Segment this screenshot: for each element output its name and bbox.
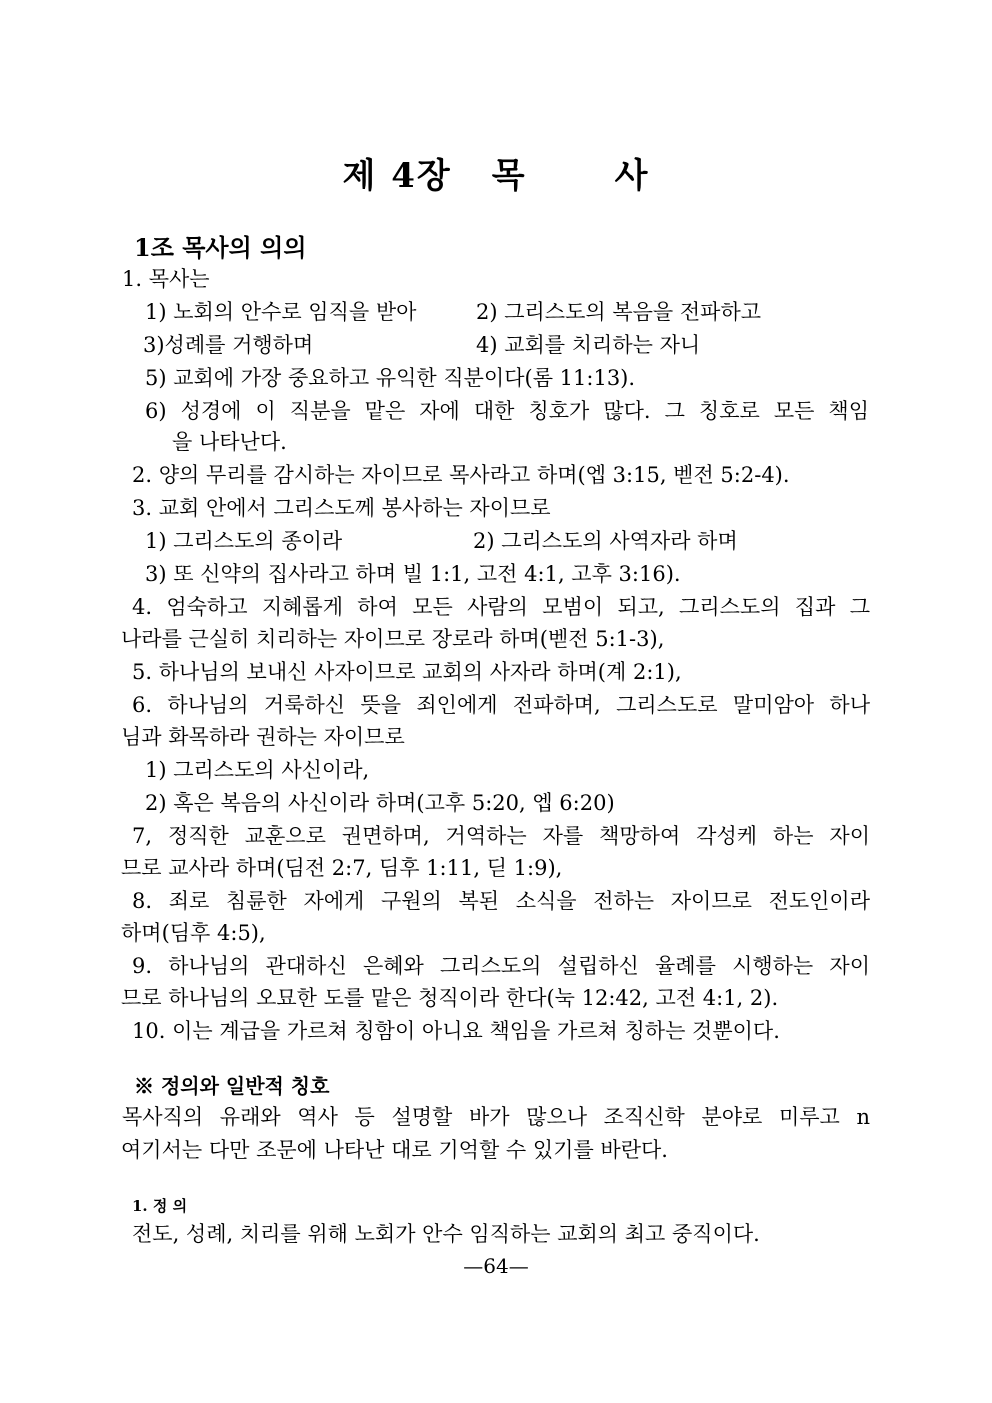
paragraph-line: 2. 양의 무리를 감시하는 자이므로 목사라고 하며(엡 3:15, 벧전 5:2-4). bbox=[132, 463, 790, 487]
paragraph-line: 므로 하나님의 오묘한 도를 맡은 청직이라 한다(눅 12:42, 고전 4:1, 2). bbox=[121, 986, 779, 1010]
paragraph-line: 8. 죄로 침륜한 자에게 구원의 복된 소식을 전하는 자이므로 전도인이라 bbox=[132, 889, 870, 913]
chapter-title bbox=[0, 148, 992, 197]
note-paragraph-line: 여기서는 다만 조문에 나타난 대로 기억할 수 있기를 바란다. bbox=[121, 1138, 668, 1162]
list-item: 1) 노회의 안수로 임직을 받아 bbox=[145, 300, 417, 324]
list-item: 1) 그리스도의 사신이라, bbox=[145, 758, 370, 782]
paragraph-line: 9. 하나님의 관대하신 은혜와 그리스도의 설립하신 율례를 시행하는 자이 bbox=[132, 954, 870, 978]
paragraph-line: 4. 엄숙하고 지혜롭게 하여 모든 사람의 모범이 되고, 그리스도의 집과 그 bbox=[132, 595, 870, 619]
paragraph-line: 10. 이는 계급을 가르쳐 칭함이 아니요 책임을 가르쳐 칭하는 것뿐이다. bbox=[132, 1019, 780, 1043]
list-item: 2) 그리스도의 복음을 전파하고 bbox=[476, 300, 762, 324]
paragraph-line: 님과 화목하라 권하는 자이므로 bbox=[121, 725, 405, 749]
subsection-heading: 1. 정 의 bbox=[132, 1197, 188, 1215]
note-heading: ※ 정의와 일반적 칭호 bbox=[134, 1074, 330, 1098]
paragraph-line: 므로 교사라 하며(딤전 2:7, 딤후 1:11, 딛 1:9), bbox=[121, 856, 563, 880]
list-item: 2) 혹은 복음의 사신이라 하며(고후 5:20, 엡 6:20) bbox=[145, 791, 615, 815]
list-item: 6) 성경에 이 직분을 맡은 자에 대한 칭호가 많다. 그 칭호로 모든 책임 bbox=[145, 399, 869, 423]
note-paragraph-line: 목사직의 유래와 역사 등 설명할 바가 많으나 조직신학 분야로 미루고 n bbox=[122, 1105, 870, 1129]
paragraph-line: 7, 정직한 교훈으로 권면하며, 거역하는 자를 책망하여 각성케 하는 자이 bbox=[132, 824, 870, 848]
list-item: 3)성례를 거행하며 bbox=[143, 333, 314, 357]
list-item: 3) 또 신약의 집사라고 하며 빌 1:1, 고전 4:1, 고후 3:16). bbox=[145, 562, 681, 586]
title-char-2: 사 bbox=[614, 156, 650, 196]
subsection-paragraph: 전도, 성례, 치리를 위해 노회가 안수 임직하는 교회의 최고 중직이다. bbox=[132, 1222, 760, 1246]
paragraph-line: 6. 하나님의 거룩하신 뜻을 죄인에게 전파하며, 그리스도로 말미암아 하나 bbox=[132, 693, 870, 717]
section-heading: 1조 목사의 의의 bbox=[134, 233, 307, 262]
paragraph-line: 5. 하나님의 보내신 사자이므로 교회의 사자라 하며(계 2:1), bbox=[132, 660, 682, 684]
list-item: 2) 그리스도의 사역자라 하며 bbox=[473, 529, 738, 553]
paragraph-line: 1. 목사는 bbox=[122, 267, 210, 291]
chapter-number: 제 4장 bbox=[342, 156, 452, 196]
paragraph-line: 나라를 근실히 치리하는 자이므로 장로라 하며(벧전 5:1-3), bbox=[121, 627, 665, 651]
list-item: 5) 교회에 가장 중요하고 유익한 직분이다(롬 11:13). bbox=[145, 366, 636, 390]
paragraph-line: 3. 교회 안에서 그리스도께 봉사하는 자이므로 bbox=[132, 496, 551, 520]
paragraph-line: 하며(딤후 4:5), bbox=[121, 921, 266, 945]
page-number: —64— bbox=[463, 1254, 529, 1278]
list-item: 4) 교회를 치리하는 자니 bbox=[476, 333, 701, 357]
list-item-continuation: 을 나타난다. bbox=[172, 430, 287, 454]
title-char-1: 목 bbox=[491, 156, 527, 196]
list-item: 1) 그리스도의 종이라 bbox=[145, 529, 343, 553]
